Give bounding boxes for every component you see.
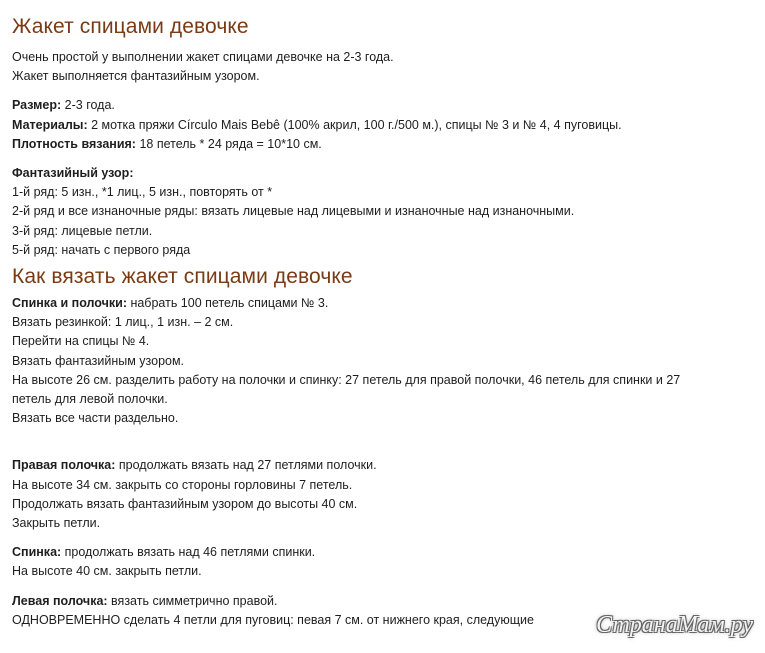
- density-label: Плотность вязания:: [12, 136, 136, 151]
- back-label: Спинка и полочки:: [12, 296, 127, 311]
- section-title: Как вязать жакет спицами девочке: [12, 265, 353, 289]
- instruction-line: Перейти на спицы № 4.: [12, 334, 150, 349]
- back-and-fronts-block: [12, 294, 753, 428]
- pattern-row: 2-й ряд и все изнаночные ряды: вязать лицевые над лицевыми и изнаночные над изнаночными.: [12, 204, 575, 219]
- pattern-row: 1-й ряд: 5 изн., *1 лиц., 5 изн., повторять от *: [12, 185, 273, 200]
- right-front-first-line: [12, 456, 753, 475]
- intro-line: Очень простой у выполнении жакет спицами девочке на 2-3 года.: [12, 50, 394, 64]
- density-value: 18 петель * 24 ряда = 10*10 см.: [135, 136, 322, 151]
- instruction-line: Закрыть петли.: [12, 516, 101, 531]
- left-front-label: Левая полочка:: [12, 593, 108, 608]
- size-line: [12, 96, 753, 115]
- right-front-label: Правая полочка:: [12, 458, 116, 473]
- instruction-line: ОДНОВРЕМЕННО сделать 4 петли для пуговиц: певая 7 см. от нижнего края, следующие: [12, 612, 534, 627]
- back-piece-label: Спинка:: [12, 545, 62, 560]
- right-front-block: [12, 456, 753, 533]
- back-piece-first-line: [12, 543, 753, 562]
- site-watermark-logo: СтранаМам.ру: [596, 612, 753, 638]
- right-front-first-text: продолжать вязать над 27 петлями полочки.: [115, 458, 377, 473]
- pattern-block: [12, 164, 753, 260]
- intro-line: Жакет выполняется фантазийным узором.: [12, 69, 260, 84]
- materials-line: [12, 116, 753, 135]
- back-first-text: набрать 100 петель спицами № 3.: [126, 296, 329, 311]
- back-first-line: [12, 294, 753, 313]
- instruction-line: На высоте 40 см. закрыть петли.: [12, 564, 202, 579]
- pattern-heading-text: Фантазийный узор:: [12, 166, 134, 181]
- pattern-row: 3-й ряд: лицевые петли.: [12, 223, 153, 238]
- back-piece-block: [12, 543, 753, 581]
- instruction-line: Вязать фантазийным узором.: [12, 353, 185, 368]
- size-value: 2-3 года.: [61, 98, 115, 113]
- size-label: Размер:: [12, 98, 62, 113]
- instruction-line: Вязать резинкой: 1 лиц., 1 изн. – 2 см.: [12, 315, 234, 330]
- instruction-line: На высоте 26 см. разделить работу на полочки и спинку: 27 петель для правой полочки, 46 петель для спинки и 27: [12, 372, 681, 387]
- pattern-heading: [12, 164, 753, 183]
- materials-label: Материалы:: [12, 117, 88, 132]
- instruction-line: Вязать все части раздельно.: [12, 411, 179, 426]
- materials-value: 2 мотка пряжи Círculo Mais Bebê (100% акрил, 100 г./500 м.), спицы № 3 и № 4, 4 пуговицы.: [87, 117, 622, 132]
- specs-block: [12, 96, 753, 154]
- left-front-first-text: вязать симметрично правой.: [107, 593, 278, 608]
- instruction-line: Продолжать вязать фантазийным узором до высоты 40 см.: [12, 496, 358, 511]
- instruction-line: петель для левой полочки.: [12, 392, 168, 407]
- back-piece-first-text: продолжать вязать над 46 петлями спинки.: [61, 545, 316, 560]
- instruction-line: На высоте 34 см. закрыть со стороны горловины 7 петель.: [12, 477, 353, 492]
- pattern-row: 5-й ряд: начать с первого ряда: [12, 242, 191, 257]
- left-front-first-line: [12, 592, 753, 611]
- density-line: [12, 135, 753, 154]
- intro-block: [12, 48, 753, 86]
- page-title: Жакет спицами девочке: [12, 15, 249, 38]
- left-front-block: [12, 592, 753, 630]
